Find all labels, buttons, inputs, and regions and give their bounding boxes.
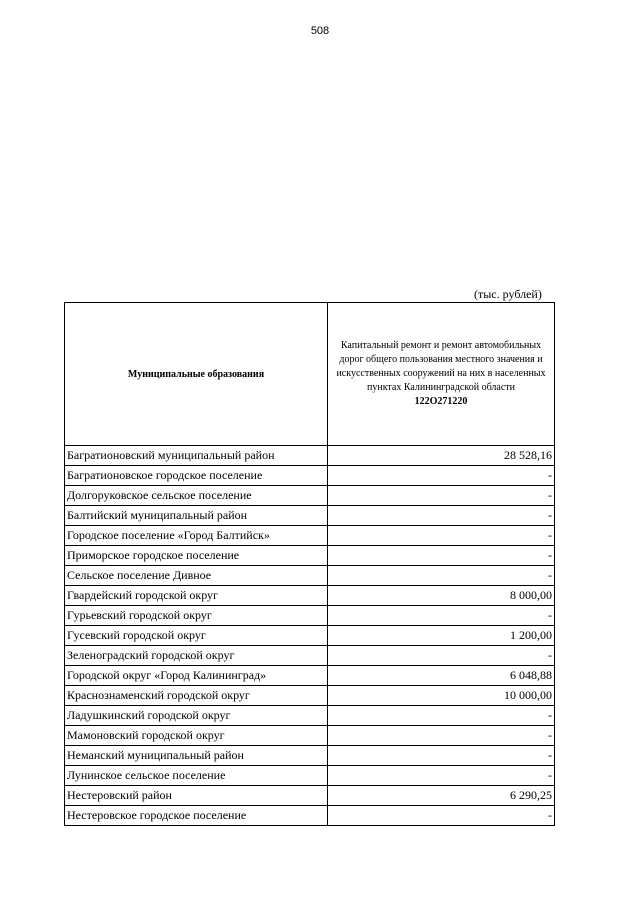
municipality-name: Городской округ «Город Калининград» (65, 666, 328, 686)
municipality-name: Долгоруковское сельское поселение (65, 486, 328, 506)
municipality-name: Багратионовское городское поселение (65, 466, 328, 486)
municipality-name: Зеленоградский городской округ (65, 646, 328, 666)
table-row (65, 646, 555, 666)
unit-note: (тыс. рублей) (474, 287, 542, 301)
municipality-name: Городское поселение «Город Балтийск» (65, 526, 328, 546)
table-row (65, 806, 555, 826)
municipality-name: Приморское городское поселение (65, 546, 328, 566)
amount-value: 8 000,00 (328, 586, 555, 606)
page-number: 508 (310, 25, 330, 37)
column-header-value (328, 303, 555, 446)
amount-value: - (328, 706, 555, 726)
amount-value: 28 528,16 (328, 446, 555, 466)
table-row (65, 726, 555, 746)
municipality-name: Неманский муниципальный район (65, 746, 328, 766)
table-row (65, 446, 555, 466)
column-header-municipality: Муниципальные образования (65, 303, 328, 446)
municipality-name: Ладушкинский городской округ (65, 706, 328, 726)
amount-value: 10 000,00 (328, 686, 555, 706)
table-row (65, 766, 555, 786)
table-header (65, 303, 555, 446)
column-header-value-text: Капитальный ремонт и ремонт автомобильных дорог общего пользования местного значения и искусственных сооружений на них в населенных пунктах Калининградской области (336, 340, 546, 393)
amount-value: - (328, 766, 555, 786)
amount-value: - (328, 546, 555, 566)
amount-value: - (328, 806, 555, 826)
municipality-name: Краснознаменский городской округ (65, 686, 328, 706)
table-row (65, 686, 555, 706)
table-row (65, 466, 555, 486)
municipality-name: Багратионовский муниципальный район (65, 446, 328, 466)
municipality-name: Гусевский городской округ (65, 626, 328, 646)
municipality-name: Нестеровский район (65, 786, 328, 806)
table-row (65, 486, 555, 506)
table-row (65, 786, 555, 806)
table-row (65, 506, 555, 526)
municipality-name: Балтийский муниципальный район (65, 506, 328, 526)
table-row (65, 666, 555, 686)
municipality-name: Мамоновский городской округ (65, 726, 328, 746)
municipality-name: Гурьевский городской округ (65, 606, 328, 626)
amount-value: - (328, 646, 555, 666)
amount-value: - (328, 466, 555, 486)
municipality-name: Гвардейский городской округ (65, 586, 328, 606)
amount-value: - (328, 746, 555, 766)
amount-value: 6 048,88 (328, 666, 555, 686)
amount-value: - (328, 726, 555, 746)
table-row (65, 626, 555, 646)
table-row (65, 746, 555, 766)
municipality-name: Нестеровское городское поселение (65, 806, 328, 826)
amount-value: - (328, 566, 555, 586)
municipality-name: Лунинское сельское поселение (65, 766, 328, 786)
table-row (65, 606, 555, 626)
amount-value: 6 290,25 (328, 786, 555, 806)
budget-table (64, 302, 555, 826)
table-row (65, 586, 555, 606)
amount-value: - (328, 526, 555, 546)
amount-value: - (328, 506, 555, 526)
table-body (65, 446, 555, 826)
budget-code: 122O271220 (414, 396, 468, 407)
table-row (65, 706, 555, 726)
amount-value: - (328, 606, 555, 626)
table-row (65, 526, 555, 546)
table-row (65, 546, 555, 566)
municipality-name: Сельское поселение Дивное (65, 566, 328, 586)
amount-value: 1 200,00 (328, 626, 555, 646)
amount-value: - (328, 486, 555, 506)
table-row (65, 566, 555, 586)
